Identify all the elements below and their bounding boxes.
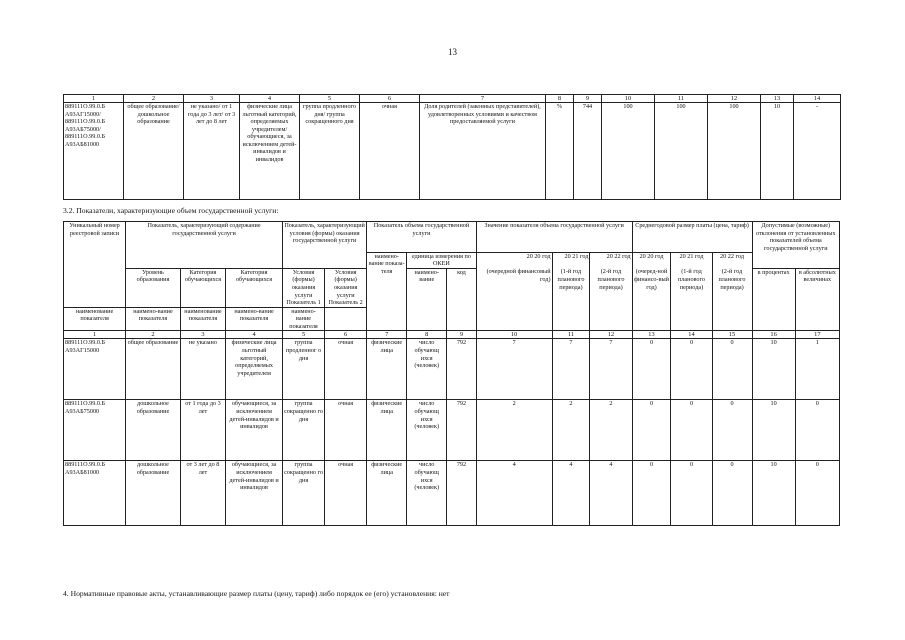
deviation-absolute: 0 bbox=[795, 400, 839, 461]
year-value: 22 bbox=[727, 252, 734, 260]
header-fee-year-2021 bbox=[671, 252, 712, 268]
condition-1: группа продленног о дня bbox=[282, 339, 324, 400]
column-number: 14 bbox=[794, 95, 841, 103]
header-year-2020 bbox=[476, 252, 552, 268]
year-suffix: год bbox=[695, 252, 704, 260]
fee-2021: 0 bbox=[671, 400, 712, 461]
year-value: 20 bbox=[647, 252, 654, 260]
column-number: 9 bbox=[574, 95, 602, 103]
learners-category: обучающиеся, за исключением детей-инвалидов и инвалидов bbox=[226, 400, 283, 461]
year-prefix: 20 bbox=[606, 252, 613, 260]
value-2020: 2 bbox=[476, 400, 552, 461]
fee-2020: 0 bbox=[632, 339, 671, 400]
column-number: 6 bbox=[325, 331, 367, 339]
header-value-2021-label: (1-й год планового периода) bbox=[552, 268, 590, 331]
header-name-indicator-spacer bbox=[325, 307, 367, 331]
students-category: от 1 года до 3 лет bbox=[180, 400, 225, 461]
year-prefix: 20 bbox=[679, 252, 686, 260]
registry-code: 889111О.99.0.Б А93АГ15000/ 889111О.99.0.Б А93АБ75000/ 889111О.99.0.Б А93АБ81000 bbox=[64, 103, 124, 200]
value-2020: 7 bbox=[476, 339, 552, 400]
header-deviation-percent: в процентах bbox=[752, 268, 795, 331]
header-level: Уровень образования bbox=[126, 268, 181, 307]
column-number: 13 bbox=[761, 95, 794, 103]
unit-name: число обучающ ихся (человек) bbox=[407, 339, 447, 400]
column-number: 3 bbox=[180, 331, 225, 339]
column-number: 5 bbox=[300, 95, 360, 103]
indicator-name: физические лица bbox=[367, 400, 407, 461]
column-number: 11 bbox=[655, 95, 708, 103]
column-number: 7 bbox=[420, 95, 546, 103]
quality-indicators-table bbox=[63, 94, 841, 200]
year-prefix: 20 bbox=[564, 252, 571, 260]
condition-2: очная bbox=[325, 461, 367, 526]
header-row bbox=[64, 268, 840, 307]
year-prefix: 20 bbox=[639, 252, 646, 260]
deviation-percent: 10 bbox=[761, 103, 794, 200]
fee-2020: 0 bbox=[632, 400, 671, 461]
header-value-2022-label: (2-й год планового периода) bbox=[590, 268, 632, 331]
header-students-category: Категория обучающихся bbox=[180, 268, 225, 307]
header-year-2022 bbox=[590, 252, 632, 268]
quality-indicator: Доля родителей (законных представителей), удовлетворенных условиями и качеством предоставляемой услуги bbox=[420, 103, 546, 200]
column-number: 13 bbox=[632, 331, 671, 339]
section-title: 3.2. Показатели, характеризующие объем государственной услуги: bbox=[63, 206, 279, 215]
column-number: 5 bbox=[282, 331, 324, 339]
group-type: группа продленного дня/ группа сокращенного дня bbox=[300, 103, 360, 200]
deviation-percent: 10 bbox=[752, 339, 795, 400]
table-row bbox=[64, 339, 840, 400]
registry-code: 889111О.99.0.Б А93АБ75000 bbox=[64, 400, 126, 461]
year-suffix: год bbox=[622, 252, 631, 260]
fee-2021: 0 bbox=[671, 339, 712, 400]
year-value: 21 bbox=[572, 252, 579, 260]
value-2020: 100 bbox=[602, 103, 655, 200]
header-deviation-absolute: в абсолютных величинах bbox=[795, 268, 839, 331]
column-number-row bbox=[64, 331, 840, 339]
header-year-2021 bbox=[552, 252, 590, 268]
column-number: 10 bbox=[476, 331, 552, 339]
header-unit-name: наимено-вание bbox=[407, 268, 447, 331]
deviation-percent: 10 bbox=[752, 461, 795, 526]
header-name-indicator: наименование показателя bbox=[180, 307, 225, 331]
header-learners-category: Категория обучающихся bbox=[226, 268, 283, 307]
header-condition-2: Условия (формы) оказания услуги Показатель 2 bbox=[325, 268, 367, 307]
fee-2022: 0 bbox=[712, 461, 752, 526]
year-suffix: год bbox=[655, 252, 664, 260]
student-category: физические лица льготный категорий, определяемых учредителем/ обучающиеся, за исключением детей-инвалидов и инвалидов bbox=[240, 103, 300, 200]
header-name-indicator: наименование показателя bbox=[64, 307, 126, 331]
education-level: общее образование bbox=[126, 339, 181, 400]
column-number: 17 bbox=[795, 331, 839, 339]
header-name-indicator: наимено-вание показателя bbox=[282, 307, 324, 331]
header-fee-year-2022 bbox=[712, 252, 752, 268]
column-number: 10 bbox=[602, 95, 655, 103]
column-number: 1 bbox=[64, 95, 124, 103]
header-fee-2022-label: (2-й год планового периода) bbox=[712, 268, 752, 331]
value-2020: 4 bbox=[476, 461, 552, 526]
column-number: 12 bbox=[708, 95, 761, 103]
header-value-2020-label: (очередной финансовый год) bbox=[476, 268, 552, 331]
fee-2020: 0 bbox=[632, 461, 671, 526]
column-number: 1 bbox=[64, 331, 126, 339]
condition-2: очная bbox=[325, 339, 367, 400]
age-group: не указано/ от 1 года до 3 лет/ от 3 лет до 8 лет bbox=[184, 103, 240, 200]
column-number-row bbox=[64, 95, 841, 103]
table-row bbox=[64, 103, 841, 200]
header-deviation-spacer bbox=[752, 252, 839, 268]
deviation-percent: 10 bbox=[752, 400, 795, 461]
year-prefix: 20 bbox=[526, 252, 533, 260]
value-2021: 4 bbox=[552, 461, 590, 526]
year-suffix: год bbox=[735, 252, 744, 260]
value-2022: 7 bbox=[590, 339, 632, 400]
header-fee-group: Среднегодовой размер платы (цена, тариф) bbox=[632, 222, 752, 253]
year-suffix: год bbox=[542, 252, 551, 260]
header-unit-code: код bbox=[447, 268, 477, 331]
deviation-absolute: - bbox=[794, 103, 841, 200]
header-name-indicator: наимено-вание показателя bbox=[126, 307, 181, 331]
registry-code: 889111О.99.0.Б А93АГ15000 bbox=[64, 339, 126, 400]
students-category: не указано bbox=[180, 339, 225, 400]
value-2022: 100 bbox=[708, 103, 761, 200]
footer-note: 4. Нормативные правовые акты, устанавливающие размер платы (цену, тариф) либо порядок ее (его) установления: нет bbox=[63, 589, 450, 598]
header-fee-year-2020 bbox=[632, 252, 671, 268]
learners-category: обучающиеся, за исключением детей-инвалидов и инвалидов bbox=[226, 461, 283, 526]
volume-indicators-table bbox=[63, 221, 840, 526]
students-category: от 3 лет до 8 лет bbox=[180, 461, 225, 526]
registry-code: 889111О.99.0.Б А93АБ81000 bbox=[64, 461, 126, 526]
value-2021: 2 bbox=[552, 400, 590, 461]
column-number: 11 bbox=[552, 331, 590, 339]
year-suffix: год bbox=[579, 252, 589, 260]
deviation-absolute: 0 bbox=[795, 461, 839, 526]
header-conditions-group: Показатель, характеризующий условия (формы) оказания государственной услуги bbox=[282, 222, 366, 269]
year-value: 20 bbox=[534, 252, 541, 260]
column-number: 2 bbox=[126, 331, 181, 339]
condition-1: группа сокращенно го дня bbox=[282, 400, 324, 461]
education-level: дошкольное образование bbox=[126, 400, 181, 461]
header-unique-number: Уникальный номер реестровой записи bbox=[64, 222, 126, 308]
unit-code: 792 bbox=[447, 461, 477, 526]
learners-category: физические лица льготный категорий, определяемых учредителем bbox=[226, 339, 283, 400]
column-number: 14 bbox=[671, 331, 712, 339]
unit-name: число обучающ ихся (человек) bbox=[407, 400, 447, 461]
column-number: 3 bbox=[184, 95, 240, 103]
header-fee-2021-label: (1-й год планового периода) bbox=[671, 268, 712, 331]
header-name-indicator: наимено-вание показателя bbox=[226, 307, 283, 331]
unit-name: число обучающ ихся (человек) bbox=[407, 461, 447, 526]
condition-1: группа сокращенно го дня bbox=[282, 461, 324, 526]
study-form: очная bbox=[360, 103, 420, 200]
column-number: 12 bbox=[590, 331, 632, 339]
education-level: дошкольное образование bbox=[126, 461, 181, 526]
column-number: 6 bbox=[360, 95, 420, 103]
header-value-group: Значение показателя объема государственной услуги bbox=[476, 222, 632, 253]
column-number: 8 bbox=[407, 331, 447, 339]
value-2021: 7 bbox=[552, 339, 590, 400]
header-volume-group: Показатель объема государственной услуги bbox=[367, 222, 477, 253]
year-value: 21 bbox=[687, 252, 694, 260]
header-condition-1: Условия (формы) оказания услуги Показатель 1 bbox=[282, 268, 324, 307]
year-prefix: 20 bbox=[720, 252, 727, 260]
fee-2021: 0 bbox=[671, 461, 712, 526]
unit-code: 792 bbox=[447, 339, 477, 400]
okei-code: 744 bbox=[574, 103, 602, 200]
header-fee-2020-label: (очеред-ной финансо-вый год) bbox=[632, 268, 671, 331]
table-row bbox=[64, 461, 840, 526]
value-2022: 2 bbox=[590, 400, 632, 461]
column-number: 2 bbox=[124, 95, 184, 103]
column-number: 9 bbox=[447, 331, 477, 339]
unit-code: 792 bbox=[447, 400, 477, 461]
education-type: общее образование/ дошкольное образование bbox=[124, 103, 184, 200]
indicator-name: физические лица bbox=[367, 339, 407, 400]
fee-2022: 0 bbox=[712, 339, 752, 400]
unit-name: % bbox=[546, 103, 574, 200]
indicator-name: физические лица bbox=[367, 461, 407, 526]
fee-2022: 0 bbox=[712, 400, 752, 461]
column-number: 4 bbox=[240, 95, 300, 103]
header-deviation-group: Допустимые (возможные) отклонения от установленных показателей объема государственной услуги bbox=[752, 222, 839, 253]
column-number: 8 bbox=[546, 95, 574, 103]
deviation-absolute: 1 bbox=[795, 339, 839, 400]
header-indicator-name: наимено-вание показа-теля bbox=[367, 252, 407, 331]
column-number: 4 bbox=[226, 331, 283, 339]
column-number: 7 bbox=[367, 331, 407, 339]
page-number: 13 bbox=[448, 47, 457, 57]
header-unit-group: единица измерения по ОКЕИ bbox=[407, 252, 477, 268]
header-row bbox=[64, 222, 840, 253]
header-content-group: Показатель, характеризующий содержание государственной услуги bbox=[126, 222, 283, 269]
column-number: 15 bbox=[712, 331, 752, 339]
year-value: 22 bbox=[614, 252, 621, 260]
condition-2: очная bbox=[325, 400, 367, 461]
table-row bbox=[64, 400, 840, 461]
value-2022: 4 bbox=[590, 461, 632, 526]
value-2021: 100 bbox=[655, 103, 708, 200]
column-number: 16 bbox=[752, 331, 795, 339]
